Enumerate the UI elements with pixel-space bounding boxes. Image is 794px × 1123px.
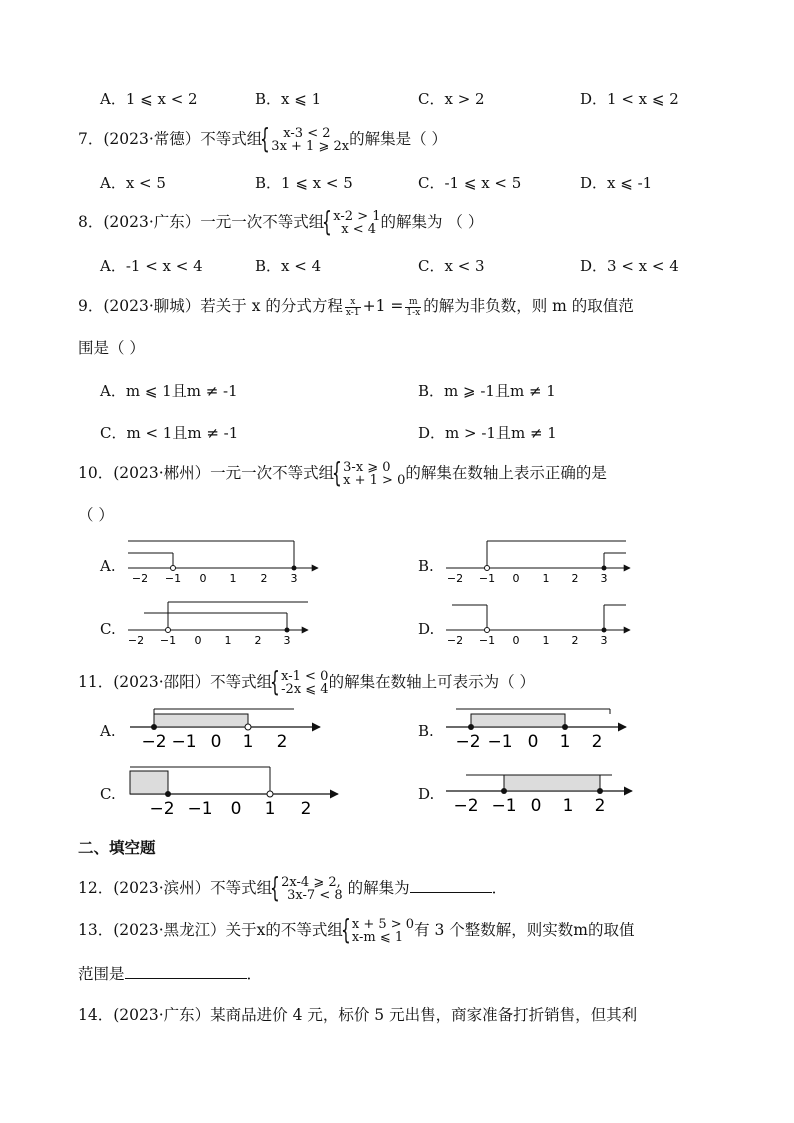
brace-icon: { — [260, 122, 271, 155]
q13-sys-line-1: x + 5 > 0 — [351, 917, 415, 932]
tick-label: −2 — [131, 572, 149, 585]
q11-label-b: B. — [418, 722, 434, 740]
q9-frac2-den: 1-x — [406, 307, 421, 318]
q10-number-line-b — [446, 541, 630, 585]
tick-label: 3 — [600, 634, 608, 647]
tick-label: 2 — [254, 634, 262, 647]
q9-frac1-num: x — [345, 297, 361, 308]
section-title: 二、填空题 — [78, 839, 156, 857]
q9-line-2: 围是（ ） — [78, 339, 145, 357]
closed-endpoint — [285, 628, 290, 633]
q9-option-b: B．m ⩾ -1且m ≠ 1 — [418, 382, 556, 400]
tick-label: −2 — [127, 634, 145, 647]
tick-label: 2 — [260, 572, 268, 585]
q6-option-a: A．1 ⩽ x < 2 — [100, 90, 198, 108]
tick-label: 1 — [562, 796, 574, 816]
q11-sys-line-2: -2x ⩽ 4 — [281, 682, 329, 697]
q8-option-a: A．-1 < x < 4 — [100, 257, 203, 275]
q6-option-c: C．x > 2 — [418, 90, 485, 108]
tick-label: 3 — [290, 572, 298, 585]
q13-line-2 — [78, 962, 262, 984]
q13-sys-line-2: x-m ⩽ 1 — [351, 930, 404, 945]
q10-number-line-d — [446, 605, 630, 647]
q11-system — [270, 665, 329, 698]
q10-prefix: 10．(2023·郴州）一元一次不等式组 — [78, 464, 335, 482]
q12-system — [270, 871, 343, 904]
q13-end: ． — [246, 965, 263, 983]
open-endpoint — [485, 566, 490, 571]
q7-option-d: D．x ⩽ -1 — [580, 174, 653, 192]
q10-label-b: B. — [418, 557, 434, 575]
q11-number-line-a — [130, 709, 320, 752]
closed-endpoint — [602, 628, 607, 633]
closed-endpoint — [165, 791, 171, 797]
q8-prefix: 8．(2023·广东）一元一次不等式组 — [78, 213, 325, 231]
tick-label: 1 — [224, 634, 232, 647]
tick-label: 1 — [542, 572, 550, 585]
q7-prefix: 7．(2023·常德）不等式组 — [78, 130, 263, 148]
q10-label-a: A. — [100, 557, 116, 575]
solution-shading — [504, 775, 600, 791]
q9-option-a: A．m ⩽ 1且m ≠ -1 — [100, 382, 238, 400]
open-endpoint — [166, 628, 171, 633]
q12-end: ． — [491, 879, 508, 897]
q11-sys-line-1: x-1 < 0 — [281, 669, 329, 684]
tick-label: −1 — [187, 799, 213, 819]
tick-label: 1 — [559, 732, 571, 752]
q6-option-b: B．x ⩽ 1 — [255, 90, 322, 108]
tick-label: 1 — [264, 799, 276, 819]
tick-label: 1 — [229, 572, 237, 585]
tick-label: 0 — [512, 572, 520, 585]
q12-suffix: 的解集为 — [347, 879, 410, 897]
q11-label-a: A. — [100, 722, 116, 740]
q9-frac1-den: x-1 — [345, 307, 360, 318]
q12-prefix: 12．(2023·滨州）不等式组 — [78, 879, 273, 897]
q8-option-d: D．3 < x < 4 — [580, 257, 679, 275]
tick-label: −2 — [446, 634, 464, 647]
q7-option-c: C．-1 ⩽ x < 5 — [418, 174, 522, 192]
open-endpoint — [171, 566, 176, 571]
q11-label-d: D. — [418, 785, 435, 803]
closed-endpoint — [292, 566, 297, 571]
brace-icon: { — [270, 665, 280, 698]
tick-label: 0 — [194, 634, 202, 647]
q11-stem — [78, 665, 536, 698]
q7-sys-line-1: x-3 < 2 — [283, 126, 331, 141]
tick-label: 0 — [230, 799, 242, 819]
q13-prefix: 13．(2023·黑龙江）关于x的不等式组 — [78, 921, 343, 939]
tick-label: −1 — [478, 634, 496, 647]
tick-label: 3 — [600, 572, 608, 585]
open-endpoint — [267, 791, 273, 797]
q9-mid: +1 = — [362, 297, 404, 315]
q13-line2-text: 范围是 — [78, 965, 125, 983]
tick-label: 3 — [283, 634, 291, 647]
tick-label: −2 — [141, 732, 167, 752]
closed-endpoint — [597, 788, 603, 794]
brace-icon: { — [270, 871, 280, 904]
q10-label-c: C. — [100, 620, 116, 638]
brace-icon: { — [340, 913, 351, 946]
q6-option-d: D．1 < x ⩽ 2 — [580, 90, 679, 108]
q12-sys-line-2: 3x-7 < 8 — [287, 888, 343, 903]
q7-suffix: 的解集是（ ） — [349, 130, 448, 148]
tick-label: −1 — [164, 572, 182, 585]
closed-endpoint — [151, 724, 157, 730]
tick-label: 1 — [542, 634, 550, 647]
q9-suffix: 的解为非负数，则 m 的取值范 — [423, 297, 634, 315]
solution-shading — [154, 714, 248, 727]
brace-icon: { — [322, 205, 333, 238]
tick-label: 0 — [530, 796, 542, 816]
q9-prefix: 9．(2023·聊城）若关于 x 的分式方程 — [78, 297, 343, 315]
solution-shading — [130, 771, 168, 794]
q11-number-line-c — [130, 767, 338, 819]
q9-frac2-num: m — [405, 297, 421, 308]
closed-endpoint — [468, 724, 474, 730]
q11-prefix: 11．(2023·邵阳）不等式组 — [78, 673, 273, 691]
tick-label: 0 — [512, 634, 520, 647]
answer-blank[interactable] — [410, 878, 492, 893]
open-endpoint — [485, 628, 490, 633]
closed-endpoint — [562, 724, 568, 730]
q10-label-d: D. — [418, 620, 435, 638]
q10-sys-line-2: x + 1 > 0 — [343, 473, 406, 488]
q11-label-c: C. — [100, 785, 116, 803]
tick-label: −2 — [453, 796, 479, 816]
q10-line-2: （ ） — [78, 506, 114, 524]
brace-icon: { — [332, 456, 342, 489]
q8-option-b: B．x < 4 — [255, 257, 322, 275]
tick-label: 0 — [210, 732, 222, 752]
q8-sys-line-1: x-2 > 1 — [333, 209, 381, 224]
q9-option-d: D．m > -1且m ≠ 1 — [418, 424, 557, 442]
tick-label: −2 — [149, 799, 175, 819]
q12-stem — [78, 871, 508, 904]
tick-label: −1 — [159, 634, 177, 647]
q11-number-line-b — [446, 709, 626, 752]
q12-sys-line-1: 2x-4 ⩾ 2, — [281, 875, 341, 890]
tick-label: 2 — [594, 796, 606, 816]
q11-number-line-d — [446, 775, 632, 816]
q8-suffix: 的解集为 （ ） — [380, 213, 484, 231]
q7-option-a: A．x < 5 — [100, 174, 166, 192]
q9-option-c: C．m < 1且m ≠ -1 — [100, 424, 239, 442]
closed-endpoint — [501, 788, 507, 794]
tick-label: 0 — [199, 572, 207, 585]
closed-endpoint — [602, 566, 607, 571]
q10-number-line-c — [128, 602, 308, 647]
q10-suffix: 的解集在数轴上表示正确的是 — [405, 464, 607, 482]
solution-shading — [471, 714, 565, 727]
tick-label: 2 — [591, 732, 603, 752]
q8-option-c: C．x < 3 — [418, 257, 485, 275]
tick-label: −1 — [171, 732, 197, 752]
open-endpoint — [245, 724, 251, 730]
tick-label: −1 — [491, 796, 517, 816]
tick-label: 2 — [276, 732, 288, 752]
tick-label: −2 — [446, 572, 464, 585]
tick-label: 1 — [242, 732, 254, 752]
q13-system — [340, 913, 415, 946]
answer-blank[interactable] — [125, 964, 247, 979]
q10-sys-line-1: 3-x ⩾ 0 — [343, 460, 391, 475]
tick-label: 2 — [571, 572, 579, 585]
tick-label: −1 — [478, 572, 496, 585]
q11-suffix: 的解集在数轴上可表示为（ ） — [328, 673, 536, 691]
tick-label: −1 — [487, 732, 513, 752]
q7-sys-line-2: 3x + 1 ⩾ 2x — [271, 139, 350, 154]
q13-stem — [78, 913, 635, 946]
tick-label: 2 — [300, 799, 312, 819]
q8-sys-line-2: x < 4 — [341, 222, 377, 237]
q10-number-line-a — [128, 541, 318, 585]
tick-label: −2 — [455, 732, 481, 752]
tick-label: 2 — [571, 634, 579, 647]
q14-stem: 14．(2023·广东）某商品进价 4 元，标价 5 元出售，商家准备打折销售，但其利 — [78, 1006, 638, 1024]
q13-suffix: 有 3 个整数解，则实数m的取值 — [414, 921, 635, 939]
tick-label: 0 — [527, 732, 539, 752]
q7-option-b: B．1 ⩽ x < 5 — [255, 174, 353, 192]
